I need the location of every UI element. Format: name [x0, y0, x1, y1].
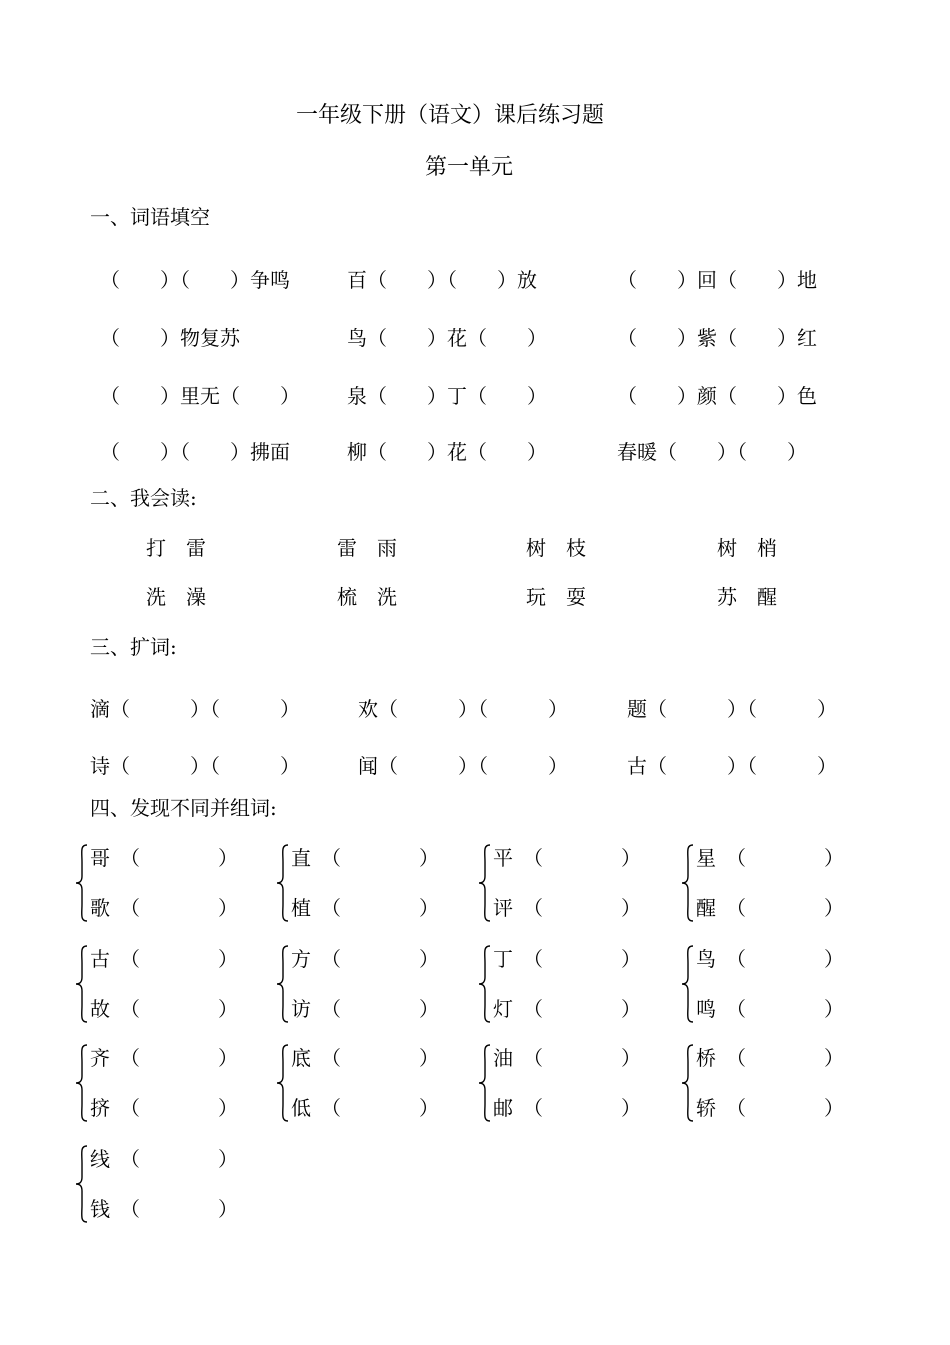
open-paren: （	[120, 896, 140, 920]
open-paren: （	[726, 1046, 746, 1070]
open-paren: （	[120, 1096, 140, 1120]
open-paren: （	[321, 846, 341, 870]
close-paren: ）	[621, 1046, 641, 1070]
brace-icon	[75, 844, 89, 922]
pair-character: 星	[696, 846, 716, 870]
open-paren: （	[726, 947, 746, 971]
close-paren: ）	[824, 947, 844, 971]
brace-icon	[276, 1044, 290, 1122]
pair-character: 桥	[696, 1046, 716, 1070]
pair-character: 邮	[493, 1096, 513, 1120]
reading-word: 梳 洗	[337, 585, 397, 609]
open-paren: （	[726, 997, 746, 1021]
open-paren: （	[726, 1096, 746, 1120]
fill-blank-item: 鸟（ ）花（ ）	[347, 326, 547, 350]
pair-character: 低	[291, 1096, 311, 1120]
fill-blank-item: （ ）物复苏	[100, 326, 240, 350]
pair-character: 轿	[696, 1096, 716, 1120]
close-paren: ）	[218, 846, 238, 870]
open-paren: （	[523, 1096, 543, 1120]
expand-word-item: 诗（ ）（ ）	[90, 754, 300, 778]
pair-character: 平	[493, 846, 513, 870]
brace-icon	[681, 945, 695, 1023]
open-paren: （	[321, 947, 341, 971]
pair-character: 丁	[493, 947, 513, 971]
close-paren: ）	[218, 1046, 238, 1070]
open-paren: （	[321, 1096, 341, 1120]
reading-word: 树 枝	[526, 536, 586, 560]
brace-icon	[478, 945, 492, 1023]
expand-word-item: 闻（ ）（ ）	[358, 754, 568, 778]
close-paren: ）	[621, 896, 641, 920]
fill-blank-item: （ ）回（ ）地	[617, 268, 817, 292]
close-paren: ）	[621, 997, 641, 1021]
fill-blank-item: 泉（ ）丁（ ）	[347, 384, 547, 408]
pair-character: 歌	[90, 896, 110, 920]
pair-character: 鸟	[696, 947, 716, 971]
fill-blank-item: 柳（ ）花（ ）	[347, 440, 547, 464]
close-paren: ）	[218, 947, 238, 971]
reading-word: 雷 雨	[337, 536, 397, 560]
close-paren: ）	[419, 1046, 439, 1070]
pair-character: 访	[291, 997, 311, 1021]
close-paren: ）	[419, 1096, 439, 1120]
open-paren: （	[120, 846, 140, 870]
close-paren: ）	[419, 947, 439, 971]
close-paren: ）	[824, 846, 844, 870]
open-paren: （	[120, 947, 140, 971]
pair-character: 评	[493, 896, 513, 920]
expand-word-item: 欢（ ）（ ）	[358, 697, 568, 721]
close-paren: ）	[621, 947, 641, 971]
reading-word: 树 梢	[717, 536, 777, 560]
expand-word-item: 题（ ）（ ）	[627, 697, 837, 721]
fill-blank-item: （ ）紫（ ）红	[617, 326, 817, 350]
open-paren: （	[321, 997, 341, 1021]
close-paren: ）	[824, 997, 844, 1021]
open-paren: （	[523, 997, 543, 1021]
close-paren: ）	[419, 846, 439, 870]
reading-word: 洗 澡	[146, 585, 206, 609]
open-paren: （	[523, 947, 543, 971]
pair-character: 方	[291, 947, 311, 971]
brace-icon	[276, 945, 290, 1023]
fill-blank-item: （ ）（ ）拂面	[100, 440, 290, 464]
open-paren: （	[726, 896, 746, 920]
close-paren: ）	[621, 1096, 641, 1120]
pair-character: 油	[493, 1046, 513, 1070]
close-paren: ）	[824, 1096, 844, 1120]
pair-character: 底	[291, 1046, 311, 1070]
brace-icon	[478, 844, 492, 922]
reading-word: 苏 醒	[717, 585, 777, 609]
pair-character: 钱	[90, 1197, 110, 1221]
close-paren: ）	[824, 896, 844, 920]
section-heading: 一、词语填空	[90, 205, 210, 229]
section-heading: 三、扩词:	[90, 635, 177, 659]
open-paren: （	[120, 997, 140, 1021]
close-paren: ）	[218, 896, 238, 920]
pair-character: 古	[90, 947, 110, 971]
reading-word: 打 雷	[146, 536, 206, 560]
section-heading: 二、我会读:	[90, 486, 197, 510]
fill-blank-item: 春暖（ ）（ ）	[617, 440, 807, 464]
pair-character: 挤	[90, 1096, 110, 1120]
expand-word-item: 古（ ）（ ）	[627, 754, 837, 778]
page-title: 一年级下册（语文）课后练习题	[296, 103, 605, 128]
open-paren: （	[726, 846, 746, 870]
pair-character: 哥	[90, 846, 110, 870]
brace-icon	[75, 1145, 89, 1223]
fill-blank-item: 百（ ）（ ）放	[347, 268, 537, 292]
close-paren: ）	[218, 1197, 238, 1221]
brace-icon	[681, 1044, 695, 1122]
brace-icon	[75, 945, 89, 1023]
pair-character: 醒	[696, 896, 716, 920]
close-paren: ）	[218, 997, 238, 1021]
open-paren: （	[120, 1147, 140, 1171]
open-paren: （	[321, 896, 341, 920]
close-paren: ）	[218, 1147, 238, 1171]
pair-character: 齐	[90, 1046, 110, 1070]
close-paren: ）	[218, 1096, 238, 1120]
expand-word-item: 滴（ ）（ ）	[90, 697, 300, 721]
open-paren: （	[321, 1046, 341, 1070]
reading-word: 玩 耍	[526, 585, 586, 609]
open-paren: （	[523, 846, 543, 870]
pair-character: 直	[291, 846, 311, 870]
close-paren: ）	[621, 846, 641, 870]
unit-title: 第一单元	[425, 155, 514, 180]
close-paren: ）	[419, 997, 439, 1021]
open-paren: （	[523, 1046, 543, 1070]
pair-character: 线	[90, 1147, 110, 1171]
open-paren: （	[120, 1046, 140, 1070]
fill-blank-item: （ ）颜（ ）色	[617, 384, 817, 408]
brace-icon	[75, 1044, 89, 1122]
open-paren: （	[523, 896, 543, 920]
open-paren: （	[120, 1197, 140, 1221]
close-paren: ）	[419, 896, 439, 920]
close-paren: ）	[824, 1046, 844, 1070]
pair-character: 灯	[493, 997, 513, 1021]
pair-character: 故	[90, 997, 110, 1021]
brace-icon	[276, 844, 290, 922]
fill-blank-item: （ ）（ ）争鸣	[100, 268, 290, 292]
pair-character: 鸣	[696, 997, 716, 1021]
fill-blank-item: （ ）里无（ ）	[100, 384, 300, 408]
pair-character: 植	[291, 896, 311, 920]
section-heading: 四、发现不同并组词:	[90, 796, 277, 820]
brace-icon	[478, 1044, 492, 1122]
brace-icon	[681, 844, 695, 922]
